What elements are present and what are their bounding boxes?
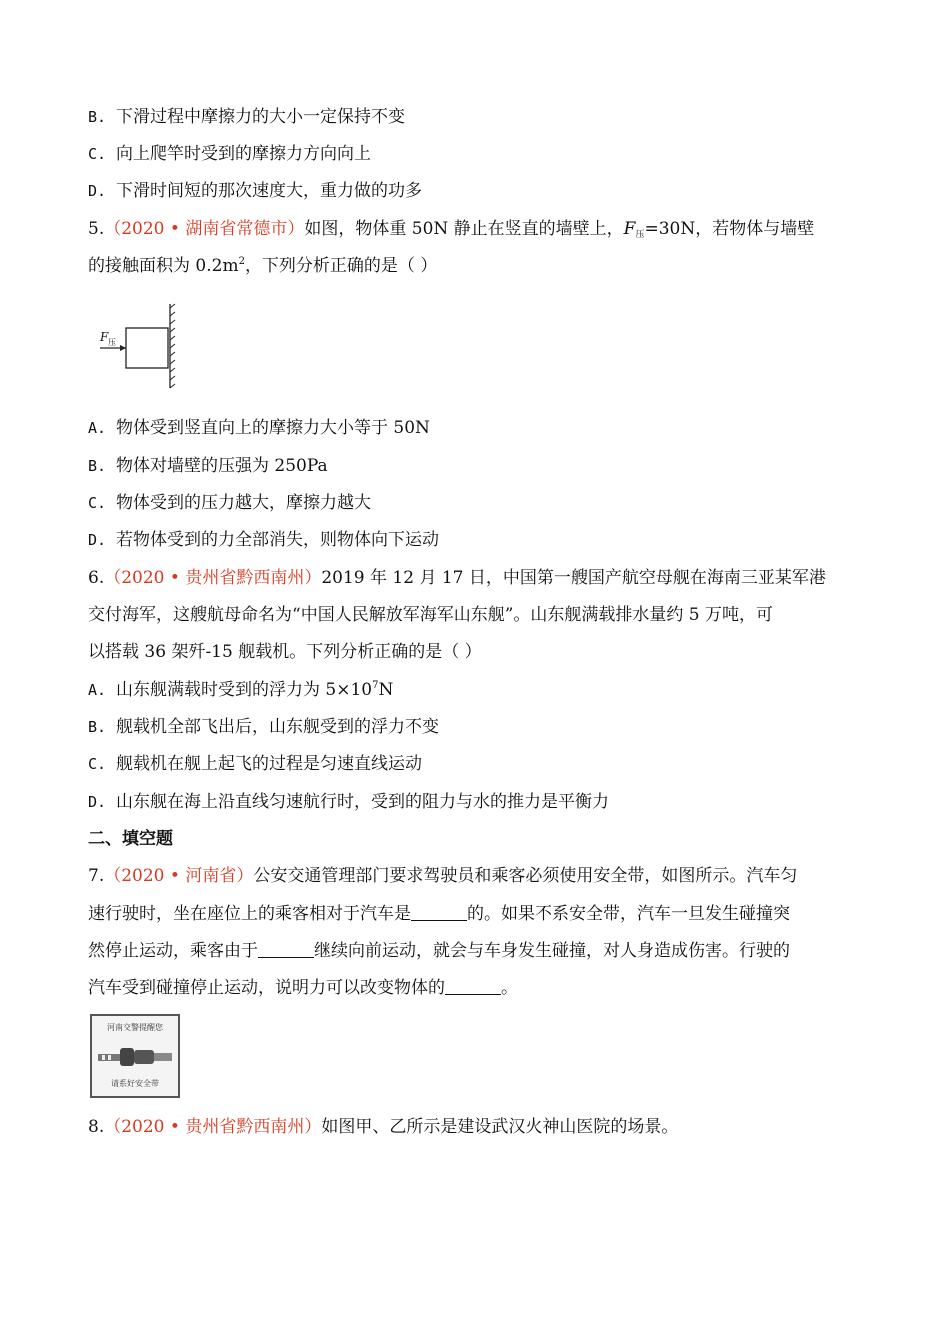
q7-figure-seatbelt-sign bbox=[90, 1014, 180, 1098]
answer-blank-2[interactable] bbox=[258, 943, 314, 958]
block-shape bbox=[126, 328, 168, 368]
force-label-subscript: 压 bbox=[108, 338, 116, 347]
q5-option-a: A. 物体受到竖直向上的摩擦力大小等于 50N bbox=[88, 418, 430, 438]
q4-option-d: D. 下滑时间短的那次速度大，重力做的功多 bbox=[88, 181, 422, 201]
q6-stem-line2: 交付海军，这艘航母命名为“中国人民解放军海军山东舰”。山东舰满载排水量约 5 万吨，可 bbox=[88, 605, 774, 625]
q5-option-b: B. 物体对墙壁的压强为 250Pa bbox=[88, 456, 328, 476]
wall-hatching bbox=[170, 304, 175, 388]
q5-stem-line2: 的接触面积为 $0.2m^2$，下列分析正确的是（ ） bbox=[88, 256, 438, 276]
seatbelt-buckle-icon bbox=[92, 1042, 178, 1072]
q7-stem-line2: 速行驶时，坐在座位上的乘客相对于汽车是 的。如果不系安全带，汽车一旦发生碰撞突 bbox=[88, 904, 790, 924]
q5-stem-line1: 5.（2020 • 湖南省常德市）如图，物体重 50N 静止在竖直的墙壁上，$F_压=30N$，若物体与墙壁 bbox=[88, 219, 815, 240]
sign-top-text: 河南交警提醒您 bbox=[107, 1023, 163, 1032]
q5-option-d: D. 若物体受到的力全部消失，则物体向下运动 bbox=[88, 530, 439, 550]
question-number: 8. bbox=[88, 1117, 105, 1137]
q6-option-d: D. 山东舰在海上沿直线匀速航行时，受到的阻力与水的推力是平衡力 bbox=[88, 792, 609, 812]
q6-stem-line1: 6.（2020 • 贵州省黔西南州）2019 年 12 月 17 日，中国第一艘国产航空母舰在海南三亚某军港 bbox=[88, 568, 826, 588]
q7-stem-line1: 7.（2020 • 河南省）公安交通管理部门要求驾驶员和乘客必须使用安全带，如图所示。汽车匀 bbox=[88, 866, 798, 886]
force-label: F bbox=[100, 330, 109, 344]
q7-stem-line4: 汽车受到碰撞停止运动，说明力可以改变物体的 。 bbox=[88, 978, 518, 998]
q8-stem: 8.（2020 • 贵州省黔西南州）如图甲、乙所示是建设武汉火神山医院的场景。 bbox=[88, 1117, 679, 1137]
question-source: （2020 • 河南省） bbox=[104, 866, 254, 886]
question-number: 7. bbox=[88, 866, 105, 886]
question-source: （2020 • 贵州省黔西南州） bbox=[104, 568, 322, 588]
sign-bottom-text: 请系好安全带 bbox=[111, 1079, 159, 1088]
q6-option-b: B. 舰载机全部飞出后，山东舰受到的浮力不变 bbox=[88, 717, 439, 737]
q5-figure-block-wall bbox=[96, 300, 186, 392]
q6-option-a: A. 山东舰满载时受到的浮力为 $5\times 10^7N$ bbox=[88, 680, 394, 700]
q4-option-b: B. 下滑过程中摩擦力的大小一定保持不变 bbox=[88, 107, 405, 127]
q5-option-c: C. 物体受到的压力越大，摩擦力越大 bbox=[88, 493, 371, 513]
q7-stem-line3: 然停止运动，乘客由于 继续向前运动，就会与车身发生碰撞，对人身造成伤害。行驶的 bbox=[88, 941, 790, 961]
section-heading: 二、填空题 bbox=[88, 829, 173, 849]
question-source: （2020 • 湖南省常德市） bbox=[104, 219, 305, 239]
q6-option-c: C. 舰载机在舰上起飞的过程是匀速直线运动 bbox=[88, 754, 422, 774]
question-source: （2020 • 贵州省黔西南州） bbox=[104, 1117, 322, 1137]
q4-option-c: C. 向上爬竿时受到的摩擦力方向向上 bbox=[88, 144, 371, 164]
force-arrow-head bbox=[120, 345, 126, 351]
question-number: 6. bbox=[88, 568, 105, 588]
question-number: 5. bbox=[88, 219, 105, 239]
answer-blank-3[interactable] bbox=[445, 980, 501, 995]
answer-blank-1[interactable] bbox=[411, 906, 467, 921]
q6-stem-line3: 以搭载 36 架歼-15 舰载机。下列分析正确的是（ ） bbox=[88, 642, 482, 662]
